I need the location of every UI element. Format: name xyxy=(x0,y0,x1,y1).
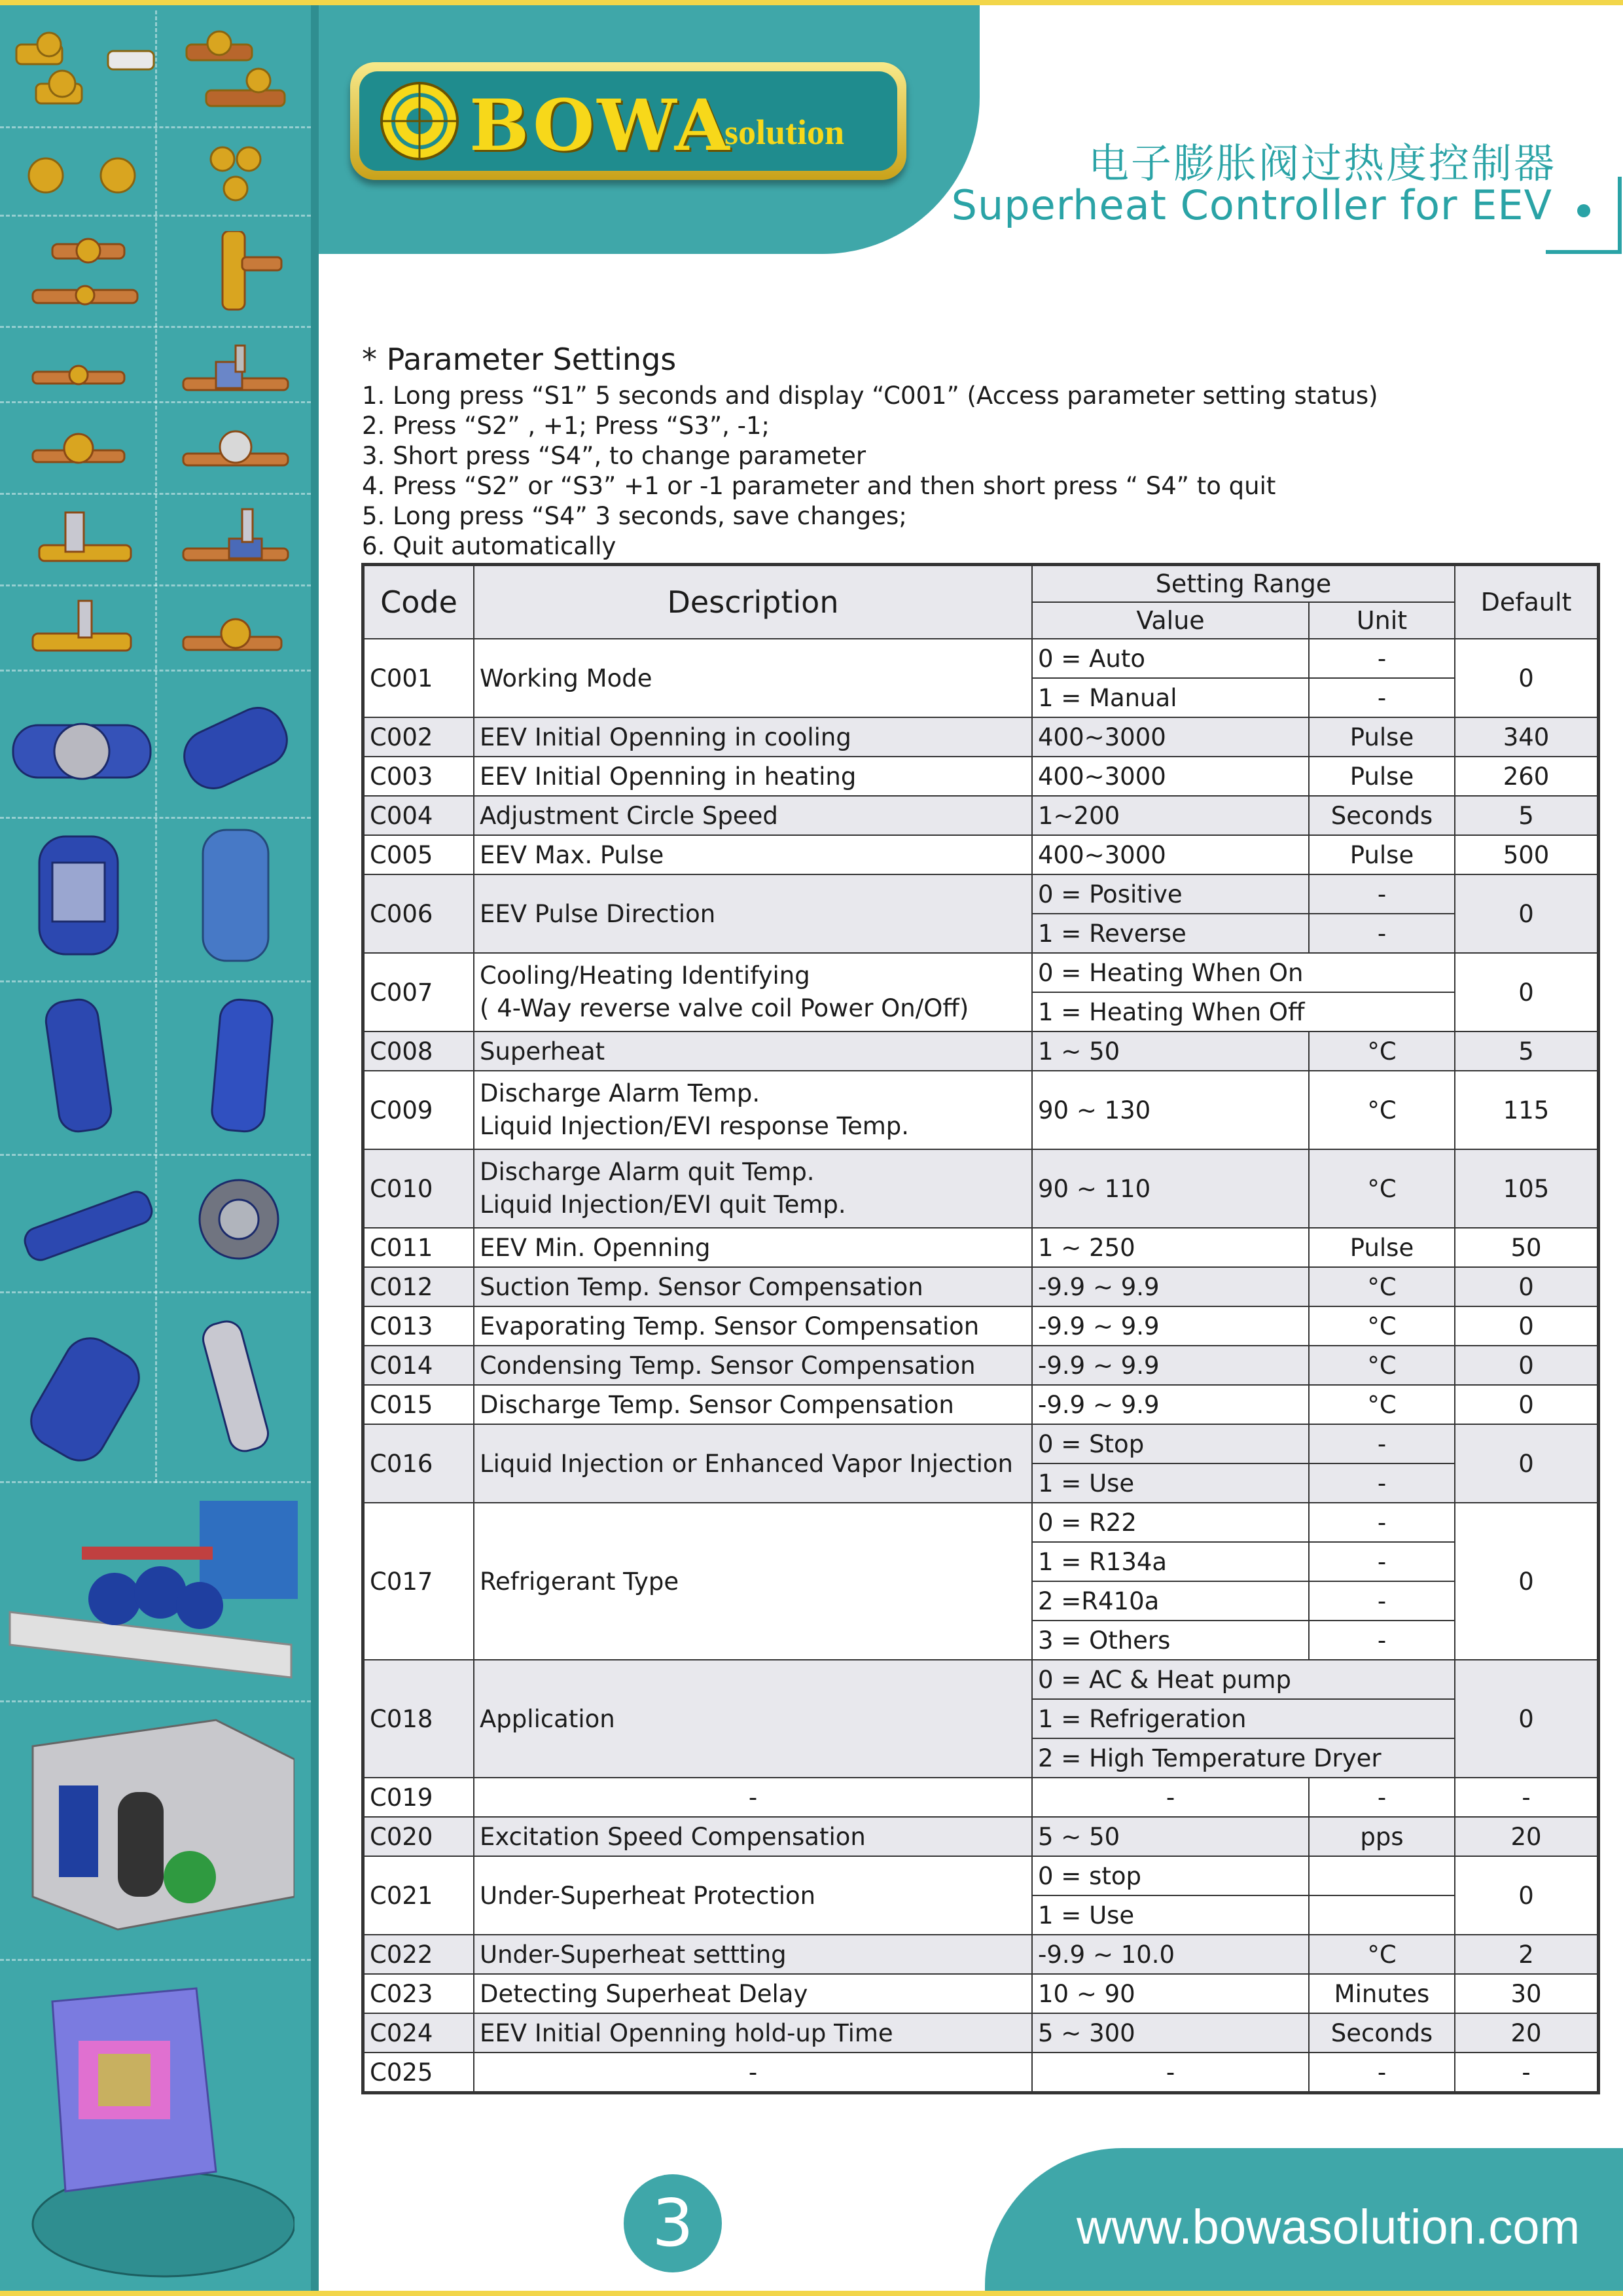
table-row xyxy=(363,639,1599,678)
cell-default: 0 xyxy=(1455,874,1599,953)
cell-description: - xyxy=(474,2053,1032,2093)
table-row xyxy=(363,1031,1599,1071)
cell-unit: - xyxy=(1309,874,1455,914)
cell-unit: - xyxy=(1309,1581,1455,1621)
valve-assembly-icon xyxy=(20,421,294,480)
logo-inner xyxy=(359,71,897,171)
instruction-step: 4. Press “S2” or “S3” +1 or -1 parameter and then short press “ S4” to quit xyxy=(362,472,1276,500)
table-row xyxy=(363,796,1599,835)
cell-default: 0 xyxy=(1455,639,1599,717)
cell-value: 0 = Positive xyxy=(1032,874,1309,914)
cell-code: C023 xyxy=(363,1974,474,2013)
cell-code: C015 xyxy=(363,1385,474,1424)
cell-default: 20 xyxy=(1455,1817,1599,1856)
cell-value: - xyxy=(1032,1778,1309,1817)
cell-description: Evaporating Temp. Sensor Compensation xyxy=(474,1306,1032,1346)
oil-separator-icon xyxy=(7,692,308,804)
website-link[interactable]: www.bowasolution.com xyxy=(1077,2200,1580,2254)
cell-value: 0 = Stop xyxy=(1032,1424,1309,1463)
header-unit: Unit xyxy=(1309,602,1455,639)
description-line: Discharge Alarm Temp. xyxy=(480,1079,760,1107)
cell-default: 0 xyxy=(1455,1503,1599,1660)
cell-value: 1 = Heating When Off xyxy=(1032,992,1455,1031)
parameter-table xyxy=(361,563,1600,2094)
parameter-instructions xyxy=(362,342,1592,562)
cell-value: -9.9 ~ 10.0 xyxy=(1032,1935,1309,1974)
cell-code: C012 xyxy=(363,1267,474,1306)
cell-default: 20 xyxy=(1455,2013,1599,2053)
cell-code: C007 xyxy=(363,953,474,1031)
expansion-valve-icon xyxy=(20,506,294,578)
table-row xyxy=(363,1503,1599,1542)
table-row xyxy=(363,1935,1599,1974)
cell-unit: °C xyxy=(1309,1071,1455,1149)
cell-unit: - xyxy=(1309,1503,1455,1542)
cell-description: Liquid Injection or Enhanced Vapor Injection xyxy=(474,1424,1032,1503)
header-code: Code xyxy=(363,565,474,639)
cell-default: 5 xyxy=(1455,1031,1599,1071)
table-row xyxy=(363,953,1599,992)
cell-description: Detecting Superheat Delay xyxy=(474,1974,1032,2013)
description-line: Discharge Alarm quit Temp. xyxy=(480,1158,815,1186)
cell-value: 3 = Others xyxy=(1032,1621,1309,1660)
description-line: Liquid Injection/EVI response Temp. xyxy=(480,1112,909,1140)
sidebar-edge xyxy=(311,5,319,2291)
cell-value: 0 = stop xyxy=(1032,1856,1309,1895)
cell-value: 2 = High Temperature Dryer xyxy=(1032,1738,1455,1778)
cell-unit: - xyxy=(1309,1778,1455,1817)
condensing-unit-icon xyxy=(20,1707,294,1943)
cell-code: C011 xyxy=(363,1228,474,1267)
cell-value: 1 ~ 50 xyxy=(1032,1031,1309,1071)
cell-default: 50 xyxy=(1455,1228,1599,1267)
cell-value: 2 =R410a xyxy=(1032,1581,1309,1621)
cell-code: C017 xyxy=(363,1503,474,1660)
table-row xyxy=(363,1346,1599,1385)
table-row xyxy=(363,1149,1599,1228)
table-row xyxy=(363,1306,1599,1346)
cell-description: EEV Min. Openning xyxy=(474,1228,1032,1267)
cell-description: Superheat xyxy=(474,1031,1032,1071)
table-row xyxy=(363,2053,1599,2093)
instruction-step: 1. Long press “S1” 5 seconds and display “C001” (Access parameter setting status) xyxy=(362,382,1378,410)
cell-description: Condensing Temp. Sensor Compensation xyxy=(474,1346,1032,1385)
cell-unit: °C xyxy=(1309,1267,1455,1306)
instruction-step: 5. Long press “S4” 3 seconds, save changes; xyxy=(362,502,907,530)
page-number: 3 xyxy=(624,2174,722,2272)
cell-value: -9.9 ~ 9.9 xyxy=(1032,1306,1309,1346)
shell-tube-exchanger-icon xyxy=(26,1314,301,1471)
cell-value: 1 = Reverse xyxy=(1032,914,1309,953)
table-row xyxy=(363,1778,1599,1817)
cell-default: - xyxy=(1455,1778,1599,1817)
cell-default: 30 xyxy=(1455,1974,1599,2013)
table-header-row xyxy=(363,565,1599,603)
cell-description: Refrigerant Type xyxy=(474,1503,1032,1660)
brand-logo xyxy=(350,62,906,180)
cell-unit: Pulse xyxy=(1309,1228,1455,1267)
cell-code: C008 xyxy=(363,1031,474,1071)
table-row xyxy=(363,1817,1599,1856)
brass-valve-icon xyxy=(10,18,298,117)
cell-unit: - xyxy=(1309,2053,1455,2093)
table-row xyxy=(363,1267,1599,1306)
cell-unit: Pulse xyxy=(1309,757,1455,796)
solenoid-valve-icon xyxy=(20,342,294,401)
ball-valve-icon xyxy=(26,594,288,666)
cell-default: 0 xyxy=(1455,1385,1599,1424)
cell-unit: - xyxy=(1309,1424,1455,1463)
cell-unit: Seconds xyxy=(1309,2013,1455,2053)
instruction-step: 6. Quit automatically xyxy=(362,532,616,560)
cell-unit: °C xyxy=(1309,1031,1455,1071)
cell-description: Working Mode xyxy=(474,639,1032,717)
cell-description: EEV Initial Openning in cooling xyxy=(474,717,1032,757)
cell-default: 0 xyxy=(1455,1306,1599,1346)
cell-unit: Pulse xyxy=(1309,717,1455,757)
table-row xyxy=(363,1071,1599,1149)
cell-default: 0 xyxy=(1455,1424,1599,1503)
cell-value: 10 ~ 90 xyxy=(1032,1974,1309,2013)
cell-code: C013 xyxy=(363,1306,474,1346)
cell-unit: - xyxy=(1309,639,1455,678)
cell-default: 500 xyxy=(1455,835,1599,874)
cell-value: 1 = R134a xyxy=(1032,1542,1309,1581)
logo-wordmark: BOWA xyxy=(469,84,732,167)
cell-unit: - xyxy=(1309,914,1455,953)
cell-value: 5 ~ 300 xyxy=(1032,2013,1309,2053)
cell-code: C018 xyxy=(363,1660,474,1778)
top-accent-line xyxy=(0,0,1623,5)
cell-unit: - xyxy=(1309,1621,1455,1660)
brass-fitting-icon xyxy=(13,146,288,205)
cell-value: 0 = R22 xyxy=(1032,1503,1309,1542)
cell-default: 5 xyxy=(1455,796,1599,835)
cell-value: 1 = Manual xyxy=(1032,678,1309,717)
table-row xyxy=(363,1228,1599,1267)
cell-value: 400~3000 xyxy=(1032,835,1309,874)
cell-code: C024 xyxy=(363,2013,474,2053)
table-row xyxy=(363,1974,1599,2013)
cell-default: 105 xyxy=(1455,1149,1599,1228)
cell-description: Under-Superheat settting xyxy=(474,1935,1032,1974)
cell-default: 0 xyxy=(1455,1267,1599,1306)
cell-code: C001 xyxy=(363,639,474,717)
cell-value: 0 = AC & Heat pump xyxy=(1032,1660,1455,1699)
cell-code: C005 xyxy=(363,835,474,874)
cell-code: C021 xyxy=(363,1856,474,1935)
cell-unit: - xyxy=(1309,1542,1455,1581)
cell-code: C019 xyxy=(363,1778,474,1817)
cell-default: 0 xyxy=(1455,953,1599,1031)
table-row xyxy=(363,874,1599,914)
cell-code: C020 xyxy=(363,1817,474,1856)
cell-code: C006 xyxy=(363,874,474,953)
cell-code: C004 xyxy=(363,796,474,835)
cell-description: Discharge Temp. Sensor Compensation xyxy=(474,1385,1032,1424)
cell-unit: Minutes xyxy=(1309,1974,1455,2013)
instruction-step: 2. Press “S2” , +1; Press “S3”, -1; xyxy=(362,412,770,440)
product-sidebar xyxy=(0,5,311,2291)
compressor-rack-icon xyxy=(3,1494,304,1691)
cell-value: 90 ~ 110 xyxy=(1032,1149,1309,1228)
cell-description xyxy=(474,1149,1032,1228)
cell-default: 340 xyxy=(1455,717,1599,757)
cell-value: 400~3000 xyxy=(1032,757,1309,796)
header-value: Value xyxy=(1032,602,1309,639)
table-row xyxy=(363,835,1599,874)
cell-default: 260 xyxy=(1455,757,1599,796)
table-row xyxy=(363,757,1599,796)
cell-unit: °C xyxy=(1309,1385,1455,1424)
cell-default: 2 xyxy=(1455,1935,1599,1974)
cell-value: 0 = Auto xyxy=(1032,639,1309,678)
cell-default: 115 xyxy=(1455,1071,1599,1149)
cell-description: EEV Max. Pulse xyxy=(474,835,1032,874)
page-title-chinese: 电子膨胀阀过热度控制器 xyxy=(1088,139,1556,187)
cell-unit: - xyxy=(1309,678,1455,717)
header-setting-range: Setting Range xyxy=(1032,565,1455,603)
cell-code: C016 xyxy=(363,1424,474,1503)
cell-description: - xyxy=(474,1778,1032,1817)
copper-pipe-valve-icon xyxy=(20,231,294,316)
cell-value: 400~3000 xyxy=(1032,717,1309,757)
table-row xyxy=(363,2013,1599,2053)
cell-description: Suction Temp. Sensor Compensation xyxy=(474,1267,1032,1306)
cell-code: C003 xyxy=(363,757,474,796)
cell-unit: - xyxy=(1309,1463,1455,1503)
table-row xyxy=(363,1385,1599,1424)
logo-emblem-icon xyxy=(379,81,460,162)
cell-code: C002 xyxy=(363,717,474,757)
cell-unit: Seconds xyxy=(1309,796,1455,835)
description-line: Cooling/Heating Identifying xyxy=(480,961,810,990)
cell-description: Under-Superheat Protection xyxy=(474,1856,1032,1935)
cell-value: -9.9 ~ 9.9 xyxy=(1032,1385,1309,1424)
liquid-receiver-icon xyxy=(26,823,288,971)
table-row xyxy=(363,1424,1599,1463)
container-unit-icon xyxy=(20,1975,294,2283)
cell-default: - xyxy=(1455,2053,1599,2093)
description-line: Liquid Injection/EVI quit Temp. xyxy=(480,1191,846,1219)
instruction-step: 3. Short press “S4”, to change parameter xyxy=(362,442,866,470)
cell-value: 90 ~ 130 xyxy=(1032,1071,1309,1149)
cell-value: 1 ~ 250 xyxy=(1032,1228,1309,1267)
cell-unit: °C xyxy=(1309,1306,1455,1346)
cell-description: EEV Initial Openning hold-up Time xyxy=(474,2013,1032,2053)
cell-value: 5 ~ 50 xyxy=(1032,1817,1309,1856)
accumulator-icon xyxy=(39,994,288,1141)
cell-value: 1 = Refrigeration xyxy=(1032,1699,1455,1738)
table-row xyxy=(363,1856,1599,1895)
header-default: Default xyxy=(1455,565,1599,639)
cell-value: -9.9 ~ 9.9 xyxy=(1032,1346,1309,1385)
header-description: Description xyxy=(474,565,1032,639)
cell-value: -9.9 ~ 9.9 xyxy=(1032,1267,1309,1306)
cell-unit: °C xyxy=(1309,1935,1455,1974)
title-corner-accent xyxy=(1546,177,1622,254)
cell-value: - xyxy=(1032,2053,1309,2093)
cell-description: Excitation Speed Compensation xyxy=(474,1817,1032,1856)
cell-unit: °C xyxy=(1309,1149,1455,1228)
cell-code: C014 xyxy=(363,1346,474,1385)
cell-unit: Pulse xyxy=(1309,835,1455,874)
cell-code: C022 xyxy=(363,1935,474,1974)
description-line: ( 4-Way reverse valve coil Power On/Off) xyxy=(480,994,969,1022)
cell-description: Application xyxy=(474,1660,1032,1778)
bottom-accent-line xyxy=(0,2291,1623,2296)
table-row xyxy=(363,717,1599,757)
logo-subword: solution xyxy=(724,113,845,152)
cell-value: 1 = Use xyxy=(1032,1895,1309,1935)
instructions-heading: * Parameter Settings xyxy=(362,342,677,377)
cell-unit xyxy=(1309,1856,1455,1895)
cell-default: 0 xyxy=(1455,1856,1599,1935)
cell-default: 0 xyxy=(1455,1346,1599,1385)
cell-unit xyxy=(1309,1895,1455,1935)
cell-description: EEV Pulse Direction xyxy=(474,874,1032,953)
cell-description xyxy=(474,953,1032,1031)
cell-unit: °C xyxy=(1309,1346,1455,1385)
cell-description: EEV Initial Openning in heating xyxy=(474,757,1032,796)
page-title-english: Superheat Controller for EEV xyxy=(951,181,1552,229)
cell-unit: pps xyxy=(1309,1817,1455,1856)
cell-value: 1~200 xyxy=(1032,796,1309,835)
cell-code: C009 xyxy=(363,1071,474,1149)
cell-description xyxy=(474,1071,1032,1149)
cell-value: 1 = Use xyxy=(1032,1463,1309,1503)
cell-code: C010 xyxy=(363,1149,474,1228)
cell-value: 0 = Heating When On xyxy=(1032,953,1455,992)
cell-description: Adjustment Circle Speed xyxy=(474,796,1032,835)
table-row xyxy=(363,1660,1599,1699)
heat-exchanger-icon xyxy=(10,1170,304,1275)
cell-default: 0 xyxy=(1455,1660,1599,1778)
cell-code: C025 xyxy=(363,2053,474,2093)
